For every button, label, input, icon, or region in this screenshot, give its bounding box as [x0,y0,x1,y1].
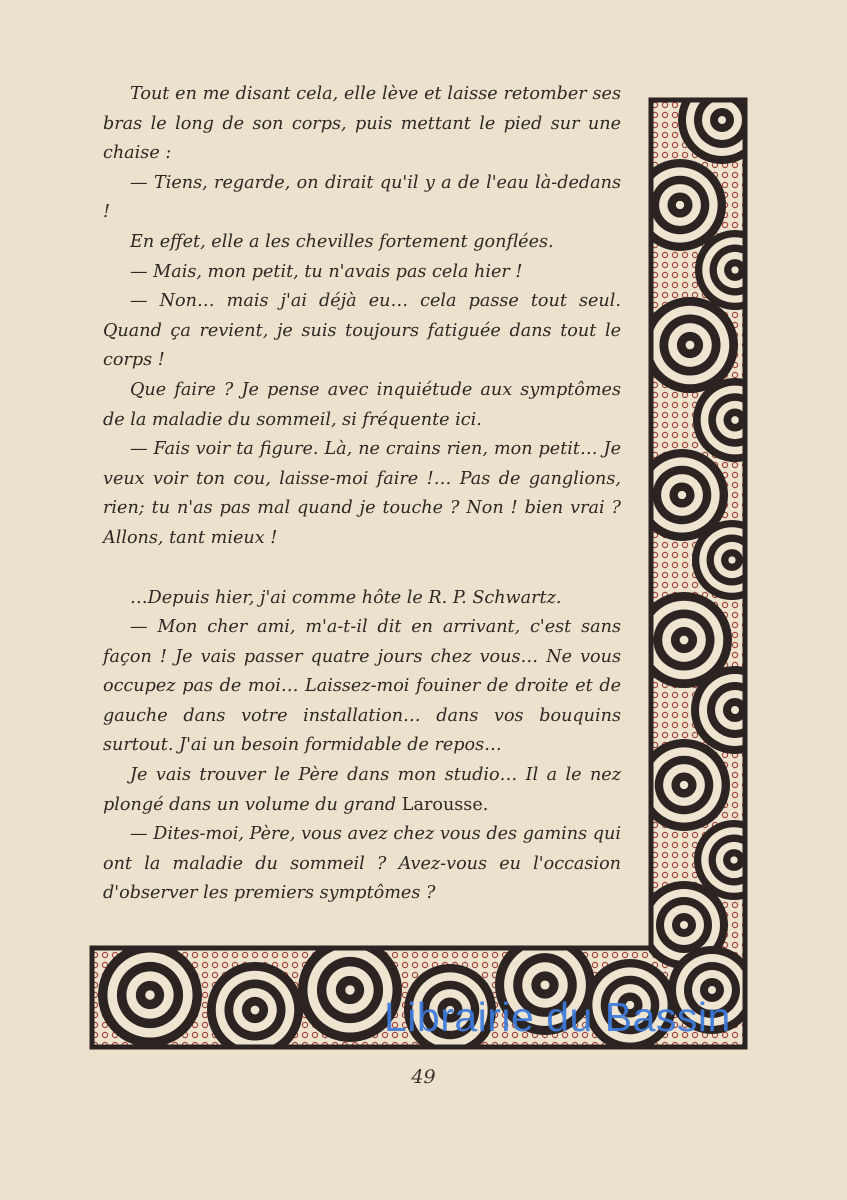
paragraph: — Tiens, regarde, on dirait qu'il y a de l'eau là-dedans ! [103,172,621,223]
paragraph: Que faire ? Je pense avec inquiétude aux symptômes de la maladie du sommeil, si fréquente ici. [103,379,621,430]
paragraph: …Depuis hier, j'ai comme hôte le R. P. Schwartz. [130,587,562,608]
roundel-ornament [695,230,775,310]
paragraph: Tout en me disant cela, elle lève et laisse retomber ses bras le long de son corps, puis mettant le pied sur une chaise : [103,84,621,164]
border-frame [92,100,745,1047]
paragraph: — Fais voir ta figure. Là, ne crains rien, mon petit… Je veux voir ton cou, laisse-moi faire !… Pas de ganglions, rien; tu n'as pas mal quand je touche ? Non ! bien vrai ? Allons, tant mieux ! [103,439,621,548]
page-number: 49 [411,1066,436,1088]
roundel-ornament [692,520,772,600]
paragraph: En effet, elle a les chevilles fortement gonflées. [130,231,554,252]
paragraph: — Mon cher ami, m'a-t-il dit en arrivant, c'est sans façon ! Je vais passer quatre jours chez vous… Ne vous occupez pas de moi… Laissez-moi fouiner de droite et de gauche dans votre installation… dans vos bouquins surtout. J'ai un besoin formidable de repos… [103,617,621,756]
paragraph-end: . [482,794,489,815]
roundel-ornament [693,378,777,462]
roundel-ornament [678,76,766,164]
roundel-ornament [98,943,202,1047]
paragraph: — Mais, mon petit, tu n'avais pas cela hier ! [130,261,523,282]
paragraph-text: Je vais trouver le Père dans mon studio… Il a le nez plongé dans un volume du grand [103,765,621,815]
roundel-ornament [207,962,303,1058]
paragraph: — Non… mais j'ai déjà eu… cela passe tout seul. Quand ça revient, je suis toujours fatiguée dans tout le corps ! [103,291,621,371]
paragraph: — Dites-moi, Père, vous avez chez vous des gamins qui ont la maladie du sommeil ? Avez-vous eu l'occasion d'observer les premiers symptômes ? [103,824,621,904]
roundel-ornament [642,297,738,393]
roundel-ornament [691,666,779,754]
book-title: Larousse [401,794,483,815]
watermark: Librairie du Bassin [384,994,731,1040]
